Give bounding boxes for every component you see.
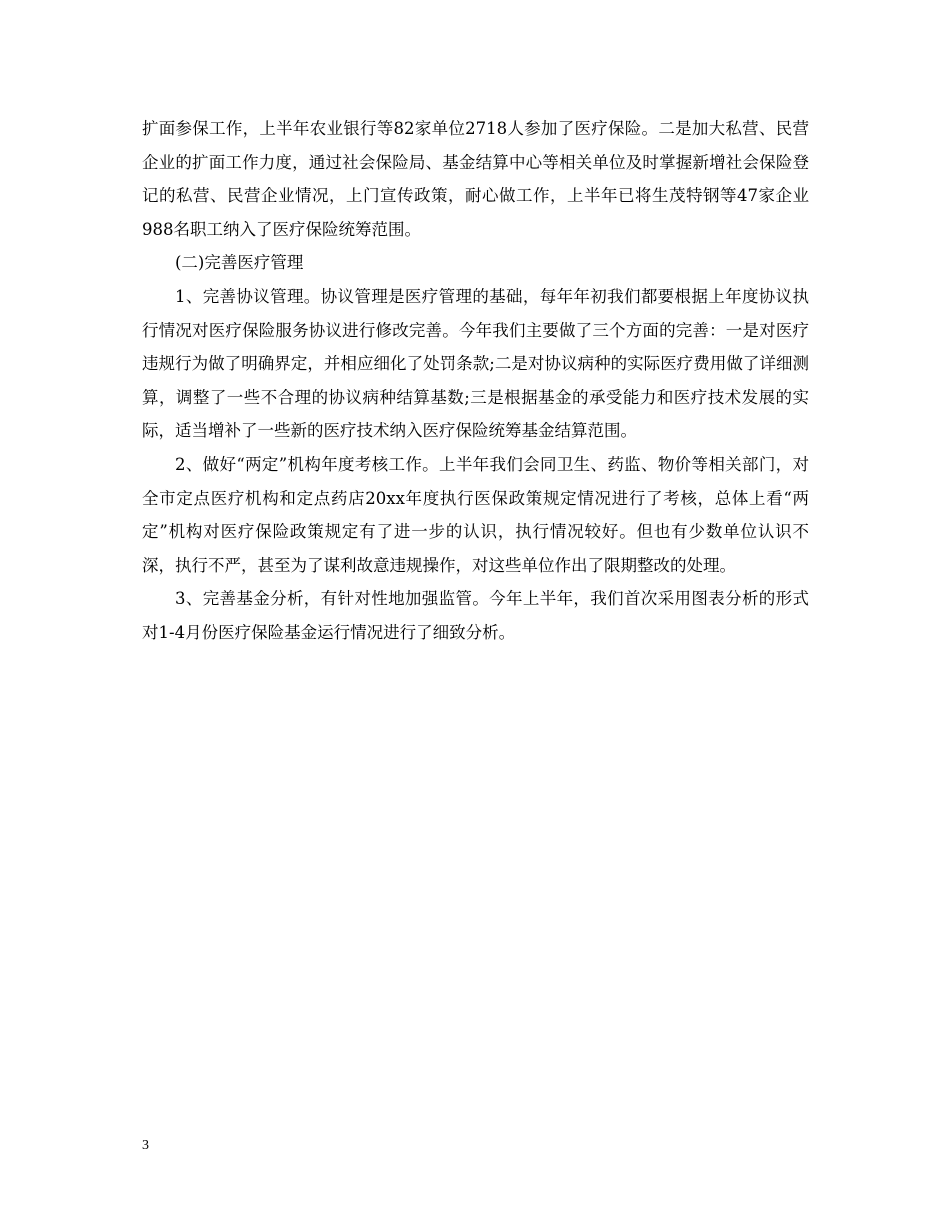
paragraph-item-2: 2、做好“两定”机构年度考核工作。上半年我们会同卫生、药监、物价等相关部门，对全市定点医疗机构和定点药店20xx年度执行医保政策规定情况进行了考核，总体上看“两定”机构对医疗保险政策规定有了进一步的认识，执行情况较好。但也有少数单位认识不深，执行不严，甚至为了谋利故意违规操作，对这些单位作出了限期整改的处理。: [142, 454, 809, 575]
section-heading: (二)完善医疗管理: [175, 253, 304, 273]
paragraph-continuation: 扩面参保工作，上半年农业银行等82家单位2718人参加了医疗保险。二是加大私营、民营企业的扩面工作力度，通过社会保险局、基金结算中心等相关单位及时掌握新增社会保险登记的私营、民营企业情况，上门宣传政策，耐心做工作，上半年已将生茂特钢等47家企业988名职工纳入了医疗保险统筹范围。: [142, 119, 809, 239]
page-number: 3: [142, 1138, 149, 1153]
paragraph-item-3: 3、完善基金分析，有针对性地加强监管。今年上半年，我们首次采用图表分析的形式对1-4月份医疗保险基金运行情况进行了细致分析。: [142, 589, 809, 642]
body-text: [142, 112, 809, 650]
paragraph-item-1: 1、完善协议管理。协议管理是医疗管理的基础，每年年初我们都要根据上年度协议执行情况对医疗保险服务协议进行修改完善。今年我们主要做了三个方面的完善：一是对医疗违规行为做了明确界定，并相应细化了处罚条款;二是对协议病种的实际医疗费用做了详细测算，调整了一些不合理的协议病种结算基数;三是根据基金的承受能力和医疗技术发展的实际，适当增补了一些新的医疗技术纳入医疗保险统筹基金结算范围。: [142, 286, 809, 441]
